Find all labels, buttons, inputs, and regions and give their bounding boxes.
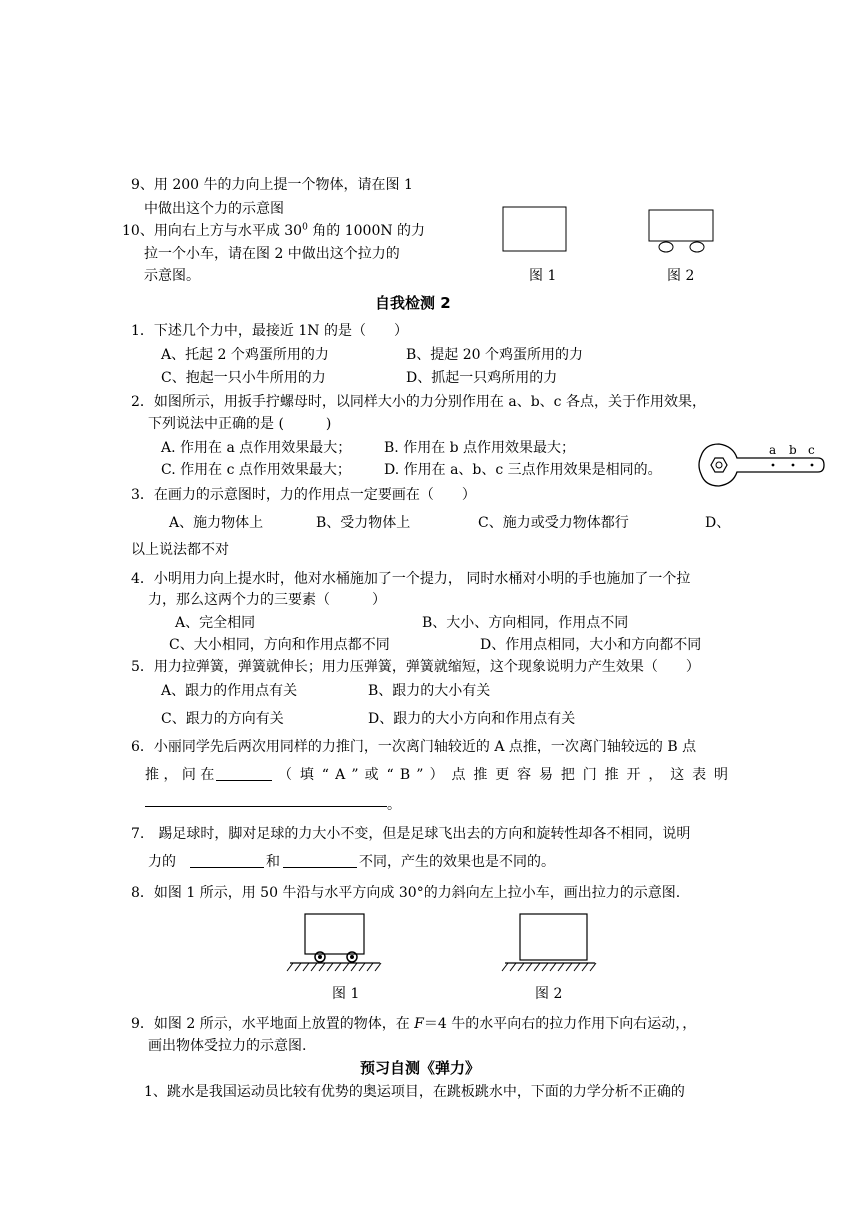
section-title-self-test-2: 自我检测 2 xyxy=(375,294,451,312)
q7-answer-blank-2[interactable] xyxy=(283,855,357,868)
q2-option-b: B. 作用在 b 点作用效果最大； xyxy=(384,440,576,456)
wrench-nut xyxy=(711,458,727,472)
q2-line2: 下列说法中正确的是 ( ) xyxy=(148,416,332,432)
q1-option-c: C、抱起一只小牛所用的力 xyxy=(161,370,326,386)
q6-line2-start: 推 ， 问 在 xyxy=(145,767,215,783)
q8-block-body xyxy=(520,914,587,960)
q2-line1: 2．如图所示，用扳手拧螺母时，以同样大小的力分别作用在 a、b、c 各点，关于作用效果， xyxy=(131,394,706,410)
q1-option-d: D、抓起一只鸡所用的力 xyxy=(406,370,558,386)
q8-stem: 8．如图 1 所示，用 50 牛沿与水平方向成 30°的力斜向左上拉小车，画出拉力的示意图. xyxy=(131,885,681,901)
q8-fig1-cart xyxy=(285,910,385,972)
q5-option-a: A、跟力的作用点有关 xyxy=(161,683,298,699)
q2-option-a: A. 作用在 a 点作用效果最大； xyxy=(161,440,352,456)
q3-stem: 3．在画力的示意图时，力的作用点一定要画在（ ） xyxy=(131,487,476,503)
q9-line2: 中做出这个力的示意图 xyxy=(144,201,284,217)
q8-cart-body xyxy=(305,914,364,954)
fig2-wheel-left xyxy=(659,242,673,252)
q2-option-c: C. 作用在 c 点作用效果最大； xyxy=(161,462,351,478)
section-title-elastic-force: 预习自测《弹力》 xyxy=(360,1059,481,1077)
q4-option-d: D、作用点相同，大小和方向都不同 xyxy=(480,637,702,653)
q7-line2-start: 力的 xyxy=(148,854,176,870)
wrench-label-b: b xyxy=(789,443,797,457)
q5-option-b: B、跟力的大小有关 xyxy=(368,683,491,699)
q7-answer-blank-1[interactable] xyxy=(190,855,264,868)
top-figures xyxy=(495,200,725,260)
q7-line2-end: 不同，产生的效果也是不同的。 xyxy=(359,854,555,870)
q10-line1: 10、用向右上方与水平成 $30^0$ 角的 1000N 的力 xyxy=(122,222,426,239)
wrench-point-a xyxy=(772,464,775,467)
q8-fig2-label: 图 2 xyxy=(535,986,563,1002)
q4-option-b: B、大小、方向相同，作用点不同 xyxy=(422,615,629,631)
q5-option-c: C、跟力的方向有关 xyxy=(161,711,284,727)
fig2-wheel-right xyxy=(690,242,704,252)
wrench-nut-center xyxy=(716,462,722,468)
fig1-box xyxy=(503,207,566,251)
fig2-label: 图 2 xyxy=(667,268,695,284)
q2-option-d: D. 作用在 a、b、c 三点作用效果是相同的。 xyxy=(384,462,662,478)
q7-line1: 7. 踢足球时，脚对足球的力大小不变，但是足球飞出去的方向和旋转性却各不相同，说明 xyxy=(131,826,691,842)
q5-stem: 5．用力拉弹簧，弹簧就伸长；用力压弹簧，弹簧就缩短，这个现象说明力产生效果（ ） xyxy=(131,659,700,675)
q6-line2-end: （ 填 “ A ” 或 “ B ” ） 点 推 更 容 易 把 门 推 开 ， 这 表 明 xyxy=(278,767,728,783)
wrench-label-a: a xyxy=(769,443,777,457)
q1b-line1: 1、跳水是我国运动员比较有优势的奥运项目，在跳板跳水中，下面的力学分析不正确的 xyxy=(144,1084,685,1100)
q9-line1: 9、用 200 牛的力向上提一个物体，请在图 1 xyxy=(131,177,413,193)
wrench-point-c xyxy=(811,464,814,467)
q6-answer-blank-1[interactable] xyxy=(216,768,272,781)
q8-fig2-block xyxy=(500,910,600,972)
q1-stem: 1．下述几个力中，最接近 1N 的是（ ） xyxy=(131,323,408,339)
q6-line1: 6．小丽同学先后两次用同样的力推门，一次离门轴较近的 A 点推，一次离门轴较远的 B 点 xyxy=(131,739,697,755)
q8-fig1-label: 图 1 xyxy=(332,986,360,1002)
q6-answer-blank-2[interactable] xyxy=(145,794,387,807)
q9b-line2: 画出物体受拉力的示意图. xyxy=(148,1038,307,1054)
wrench-outline xyxy=(699,444,824,486)
wrench-label-c: c xyxy=(808,443,815,457)
q3-option-d-text: 以上说法都不对 xyxy=(131,542,229,558)
q4-line1: 4．小明用力向上提水时，他对水桶施加了一个提力， 同时水桶对小明的手也施加了一个拉 xyxy=(131,571,691,587)
fig2-cart-body xyxy=(649,210,713,241)
q5-option-d: D、跟力的大小方向和作用点有关 xyxy=(368,711,576,727)
q3-option-a: A、施力物体上 xyxy=(169,515,264,531)
q4-line2: 力，那么这两个力的三要素（ ） xyxy=(148,592,386,608)
q1-option-a: A、托起 2 个鸡蛋所用的力 xyxy=(161,347,329,363)
q3-option-d-prefix: D、 xyxy=(705,515,731,531)
q1-option-b: B、提起 20 个鸡蛋所用的力 xyxy=(406,347,584,363)
q4-option-a: A、完全相同 xyxy=(175,615,256,631)
q7-line2-mid: 和 xyxy=(266,854,280,870)
q4-option-c: C、大小相同，方向和作用点都不同 xyxy=(169,637,390,653)
fig1-label: 图 1 xyxy=(529,268,557,284)
q10-line3: 示意图。 xyxy=(144,268,200,284)
q3-option-c: C、施力或受力物体都行 xyxy=(478,515,629,531)
q3-option-b: B、受力物体上 xyxy=(316,515,411,531)
q10-line2: 拉一个小车，请在图 2 中做出这个拉力的 xyxy=(144,246,400,262)
wrench-point-b xyxy=(792,464,795,467)
q9b-line1: 9．如图 2 所示，水平地面上放置的物体，在 F＝4 牛的水平向右的拉力作用下向右运动，， xyxy=(131,1016,697,1032)
q6-line3-end: 。 xyxy=(387,797,401,813)
